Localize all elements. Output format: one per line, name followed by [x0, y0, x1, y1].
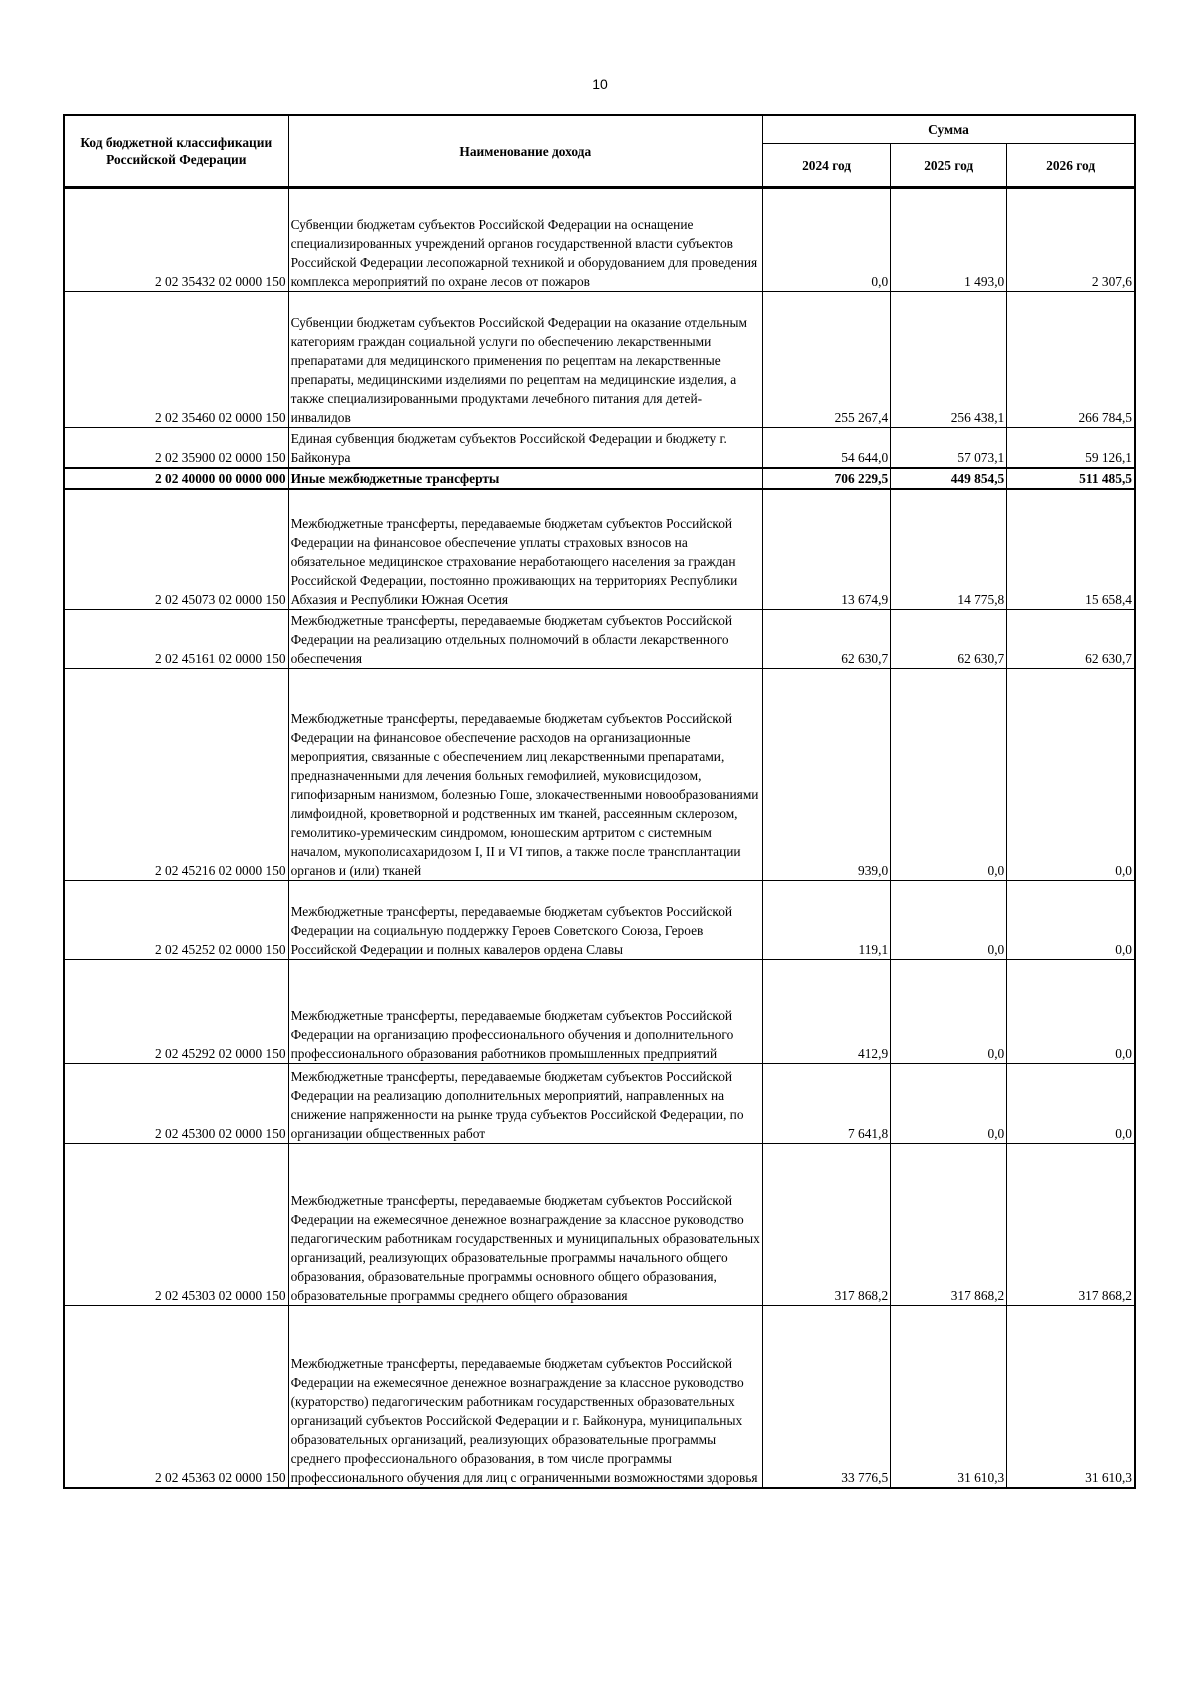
row-value-2026: 59 126,1 [1007, 428, 1135, 468]
row-name: Межбюджетные трансферты, передаваемые бюджетам субъектов Российской Федерации на организацию профессионального обучения и дополнительного профессионального образования работников промышленных предприятий [288, 960, 762, 1064]
row-value-2024: 939,0 [762, 669, 890, 881]
row-code: 2 02 45252 02 0000 150 [64, 881, 288, 960]
row-value-2026: 0,0 [1007, 960, 1135, 1064]
row-value-2024: 706 229,5 [762, 468, 890, 489]
table-row [64, 188, 1135, 292]
table-row [64, 610, 1135, 669]
row-code: 2 02 45292 02 0000 150 [64, 960, 288, 1064]
row-value-2025: 0,0 [891, 960, 1007, 1064]
row-code: 2 02 45073 02 0000 150 [64, 489, 288, 610]
row-value-2026: 31 610,3 [1007, 1306, 1135, 1488]
row-code: 2 02 40000 00 0000 000 [64, 468, 288, 489]
row-value-2025: 0,0 [891, 1064, 1007, 1144]
row-name: Межбюджетные трансферты, передаваемые бюджетам субъектов Российской Федерации на реализацию дополнительных мероприятий, направленных на снижение напряженности на рынке труда субъектов Российской Федерации, по организации общественных работ [288, 1064, 762, 1144]
row-value-2024: 0,0 [762, 188, 890, 292]
row-code: 2 02 45300 02 0000 150 [64, 1064, 288, 1144]
row-value-2026: 0,0 [1007, 1064, 1135, 1144]
row-code: 2 02 35432 02 0000 150 [64, 188, 288, 292]
page-number: 10 [592, 76, 608, 92]
row-name: Межбюджетные трансферты, передаваемые бюджетам субъектов Российской Федерации на ежемесячное денежное вознаграждение за классное руководство (кураторство) педагогическим работникам государственных образовательных организаций субъектов Российской Федерации и г. Байконура, муниципальных образовательных организаций, реализующих образовательные программы среднего профессионального образования, в том числе программы профессионального обучения для лиц с ограниченными возможностями здоровья [288, 1306, 762, 1488]
table-row [64, 960, 1135, 1064]
row-value-2026: 0,0 [1007, 669, 1135, 881]
row-value-2025: 449 854,5 [891, 468, 1007, 489]
row-value-2025: 0,0 [891, 669, 1007, 881]
row-name: Межбюджетные трансферты, передаваемые бюджетам субъектов Российской Федерации на финансовое обеспечение уплаты страховых взносов на обязательное медицинское страхование неработающего населения за граждан Российской Федерации, постоянно проживающих на территориях Республики Абхазия и Республики Южная Осетия [288, 489, 762, 610]
table-row [64, 489, 1135, 610]
row-name: Межбюджетные трансферты, передаваемые бюджетам субъектов Российской Федерации на ежемесячное денежное вознаграждение за классное руководство педагогическим работникам государственных и муниципальных образовательных организаций, реализующих образовательные программы начального общего образования, образовательные программы основного общего образования, образовательные программы среднего общего образования [288, 1144, 762, 1306]
row-code: 2 02 45216 02 0000 150 [64, 669, 288, 881]
row-name: Межбюджетные трансферты, передаваемые бюджетам субъектов Российской Федерации на финансовое обеспечение расходов на организационные мероприятия, связанные с обеспечением лиц лекарственными препаратами, предназначенными для лечения больных гемофилией, муковисцидозом, гипофизарным нанизмом, болезнью Гоше, злокачественными новообразованиями лимфоидной, кроветворной и родственных им тканей, рассеянным склерозом, гемолитико-уремическим синдромом, юношеским артритом с системным началом, мукополисахаридозом I, II и VI типов, а также после трансплантации органов и (или) тканей [288, 669, 762, 881]
header-2024: 2024 год [762, 144, 890, 188]
row-value-2024: 317 868,2 [762, 1144, 890, 1306]
row-value-2024: 13 674,9 [762, 489, 890, 610]
row-value-2025: 31 610,3 [891, 1306, 1007, 1488]
table-row [64, 881, 1135, 960]
row-value-2026: 511 485,5 [1007, 468, 1135, 489]
row-value-2026: 15 658,4 [1007, 489, 1135, 610]
row-name: Межбюджетные трансферты, передаваемые бюджетам субъектов Российской Федерации на реализацию отдельных полномочий в области лекарственного обеспечения [288, 610, 762, 669]
table-row [64, 428, 1135, 468]
row-code: 2 02 45161 02 0000 150 [64, 610, 288, 669]
header-2025: 2025 год [891, 144, 1007, 188]
row-value-2025: 317 868,2 [891, 1144, 1007, 1306]
row-value-2026: 62 630,7 [1007, 610, 1135, 669]
row-code: 2 02 35460 02 0000 150 [64, 292, 288, 428]
row-value-2026: 266 784,5 [1007, 292, 1135, 428]
row-value-2025: 256 438,1 [891, 292, 1007, 428]
row-value-2025: 62 630,7 [891, 610, 1007, 669]
row-name: Субвенции бюджетам субъектов Российской Федерации на оснащение специализированных учреждений органов государственной власти субъектов Российской Федерации лесопожарной техникой и оборудованием для проведения комплекса мероприятий по охране лесов от пожаров [288, 188, 762, 292]
table-row [64, 1064, 1135, 1144]
table-body [64, 188, 1135, 1488]
row-value-2025: 1 493,0 [891, 188, 1007, 292]
row-value-2025: 14 775,8 [891, 489, 1007, 610]
row-code: 2 02 35900 02 0000 150 [64, 428, 288, 468]
revenue-table [63, 114, 1136, 1489]
row-value-2025: 57 073,1 [891, 428, 1007, 468]
row-value-2024: 62 630,7 [762, 610, 890, 669]
table-row [64, 468, 1135, 489]
table-row [64, 669, 1135, 881]
row-value-2024: 54 644,0 [762, 428, 890, 468]
row-value-2026: 0,0 [1007, 881, 1135, 960]
row-value-2024: 119,1 [762, 881, 890, 960]
row-name: Межбюджетные трансферты, передаваемые бюджетам субъектов Российской Федерации на социальную поддержку Героев Советского Союза, Героев Российской Федерации и полных кавалеров ордена Славы [288, 881, 762, 960]
header-code: Код бюджетной классификации Российской Федерации [64, 115, 288, 188]
row-code: 2 02 45303 02 0000 150 [64, 1144, 288, 1306]
table-row [64, 1306, 1135, 1488]
row-name: Единая субвенция бюджетам субъектов Российской Федерации и бюджету г. Байконура [288, 428, 762, 468]
row-name: Иные межбюджетные трансферты [288, 468, 762, 489]
row-value-2024: 7 641,8 [762, 1064, 890, 1144]
header-sum: Сумма [762, 115, 1135, 144]
table-row [64, 292, 1135, 428]
row-value-2026: 2 307,6 [1007, 188, 1135, 292]
table-row [64, 1144, 1135, 1306]
row-value-2024: 255 267,4 [762, 292, 890, 428]
header-name: Наименование дохода [288, 115, 762, 188]
row-value-2025: 0,0 [891, 881, 1007, 960]
row-code: 2 02 45363 02 0000 150 [64, 1306, 288, 1488]
header-2026: 2026 год [1007, 144, 1135, 188]
row-value-2024: 412,9 [762, 960, 890, 1064]
row-value-2026: 317 868,2 [1007, 1144, 1135, 1306]
row-name: Субвенции бюджетам субъектов Российской Федерации на оказание отдельным категориям граждан социальной услуги по обеспечению лекарственными препаратами для медицинского применения по рецептам на лекарственные препараты, медицинскими изделиями по рецептам на медицинские изделия, а также специализированными продуктами лечебного питания для детей-инвалидов [288, 292, 762, 428]
row-value-2024: 33 776,5 [762, 1306, 890, 1488]
